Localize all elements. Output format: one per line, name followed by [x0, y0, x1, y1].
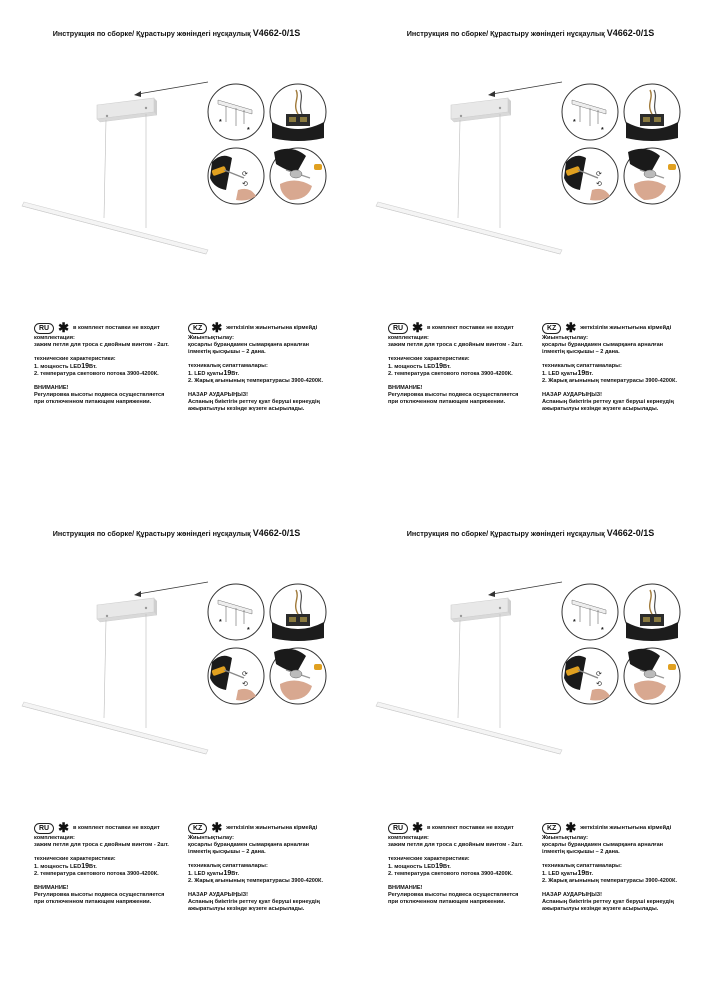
model-number: V4662-0/1S [252, 28, 301, 38]
ceiling-canopy [451, 98, 511, 122]
kz-kit-item-line2: ілмектің қысқышы – 2 дана. [188, 349, 266, 355]
kz-spec-temperature: 2. Жарық ағынының температурасы 3900-4200К. [542, 378, 678, 384]
kz-spec-temperature: 2. Жарық ағынының температурасы 3900-4200К. [188, 878, 324, 884]
ru-warning-line1: Регулировка высоты подвеса осуществляется [34, 892, 165, 898]
asterisk-icon: ✱ [565, 320, 577, 335]
ru-spec-power: 1. мощность LED19Вт. [388, 863, 451, 870]
kz-power-value: 19 [223, 870, 232, 877]
ru-warning-heading: ВНИМАНИЕ! [388, 385, 423, 391]
ru-warning-line2: при отключенном питающем напряжении. [388, 899, 506, 905]
kz-kit-item-line2: ілмектің қысқышы – 2 дана. [542, 349, 620, 355]
kz-kit-heading: Жиынтықтылау: [188, 335, 235, 341]
ru-spec-temperature: 2. температура светового потока 3900-4200К. [34, 371, 159, 377]
kz-warning-line2: ажыратылуы кезінде жүзеге асырылады. [542, 406, 659, 412]
instruction-sheet-3 [0, 500, 353, 1000]
svg-text:⟲: ⟲ [242, 181, 248, 188]
ceiling-canopy [451, 598, 511, 622]
detail-cable-adjust-circle [270, 148, 326, 204]
ru-specs-heading: технические характеристики: [388, 856, 470, 862]
ru-spec-temperature: 2. температура светового потока 3900-4200К. [388, 871, 513, 877]
svg-text:⟳: ⟳ [596, 171, 602, 178]
ru-warning-line2: при отключенном питающем напряжении. [34, 399, 152, 405]
kz-warning-heading: НАЗАР АУДАРЫҢЫЗ! [542, 392, 603, 398]
ru-warning-heading: ВНИМАНИЕ! [388, 885, 423, 891]
kz-section [542, 822, 704, 913]
kz-kit-item-line2: ілмектің қысқышы – 2 дана. [188, 849, 266, 855]
kz-specs-heading: техникалық сипаттамалары: [188, 363, 268, 369]
asterisk-icon: ✱ [211, 820, 223, 835]
led-bar [376, 702, 562, 754]
kz-language-badge: KZ [542, 323, 561, 334]
kz-warning-line1: Аспаның биіктігін реттеу қуат беруші кернеудің [542, 899, 674, 905]
suspension-cables [104, 114, 146, 228]
ceiling-canopy [97, 98, 157, 122]
kz-spec-power: 1. LED қуаты19Вт. [188, 870, 240, 877]
ru-spec-temperature: 2. температура светового потока 3900-4200К. [388, 371, 513, 377]
kz-spec-power: 1. LED қуаты19Вт. [188, 370, 240, 377]
kz-warning-heading: НАЗАР АУДАРЫҢЫЗ! [542, 892, 603, 898]
ru-kit-heading: комплектация: [388, 835, 429, 841]
ru-specs-heading: технические характеристики: [34, 356, 116, 362]
detail-screwdriver-circle [208, 148, 264, 204]
suspension-cables [104, 614, 146, 728]
pointer-arrow [488, 82, 562, 97]
kz-spec-temperature: 2. Жарық ағынының температурасы 3900-4200К. [188, 378, 324, 384]
ru-not-included: в комплект поставки не входит [427, 824, 514, 831]
kz-specs-heading: техникалық сипаттамалары: [542, 863, 622, 869]
detail-screwdriver-circle [562, 148, 618, 204]
kz-section [542, 322, 704, 413]
ru-warning-line2: при отключенном питающем напряжении. [34, 899, 152, 905]
detail-bracket-circle [208, 84, 264, 140]
kz-spec-power: 1. LED қуаты19Вт. [542, 870, 594, 877]
model-number: V4662-0/1S [252, 528, 301, 538]
ru-spec-power: 1. мощность LED19Вт. [388, 363, 451, 370]
ru-kit-item: зажим петля для троса с двойным винтом - 2шт. [34, 342, 169, 348]
ru-warning-heading: ВНИМАНИЕ! [34, 385, 69, 391]
ru-warning-line2: при отключенном питающем напряжении. [388, 399, 506, 405]
ru-section [34, 822, 184, 906]
kz-not-included: жеткізілім жиынтығына кірмейді [580, 324, 672, 331]
svg-text:*: * [219, 619, 222, 626]
led-bar [22, 202, 208, 254]
detail-wiring-circle [624, 584, 680, 641]
ru-specs-heading: технические характеристики: [388, 356, 470, 362]
ru-kit-heading: комплектация: [34, 835, 75, 841]
detail-bracket-circle [208, 584, 264, 640]
kz-not-included: жеткізілім жиынтығына кірмейді [580, 824, 672, 831]
ru-not-included: в комплект поставки не входит [73, 824, 160, 831]
kz-warning-line2: ажыратылуы кезінде жүзеге асырылады. [542, 906, 659, 912]
pointer-arrow [134, 82, 208, 97]
detail-bracket-circle [562, 584, 618, 640]
svg-text:*: * [601, 627, 604, 634]
ru-kit-item: зажим петля для троса с двойным винтом - 2шт. [34, 842, 169, 848]
svg-text:*: * [247, 127, 250, 134]
ru-section [388, 322, 538, 406]
kz-language-badge: KZ [188, 823, 207, 834]
detail-wiring-circle [270, 84, 326, 141]
kz-section [188, 822, 350, 913]
suspension-cables [458, 614, 500, 728]
ru-spec-power: 1. мощность LED19Вт. [34, 863, 97, 870]
kz-kit-item-line2: ілмектің қысқышы – 2 дана. [542, 849, 620, 855]
kz-kit-item-line1: қосарлы бұрандамен сымарқанға арналған [188, 842, 310, 848]
detail-screwdriver-circle [562, 648, 618, 704]
kz-warning-heading: НАЗАР АУДАРЫҢЫЗ! [188, 392, 249, 398]
kz-kit-item-line1: қосарлы бұрандамен сымарқанға арналған [542, 842, 664, 848]
sheet-title [0, 528, 353, 538]
svg-text:⟲: ⟲ [596, 181, 602, 188]
asterisk-icon: ✱ [565, 820, 577, 835]
ru-warning-line1: Регулировка высоты подвеса осуществляется [34, 392, 165, 398]
ceiling-canopy [97, 598, 157, 622]
detail-cable-adjust-circle [624, 648, 680, 704]
ru-kit-heading: комплектация: [34, 335, 75, 341]
detail-wiring-circle [270, 584, 326, 641]
detail-wiring-circle [624, 84, 680, 141]
instruction-sheet-2 [354, 0, 707, 500]
asterisk-icon: ✱ [58, 820, 70, 835]
detail-bracket-circle [562, 84, 618, 140]
kz-specs-heading: техникалық сипаттамалары: [188, 863, 268, 869]
ru-power-value: 19 [81, 363, 89, 370]
detail-screwdriver-circle [208, 648, 264, 704]
ru-warning-line1: Регулировка высоты подвеса осуществляется [388, 892, 519, 898]
kz-section [188, 322, 350, 413]
ru-power-value: 19 [435, 363, 443, 370]
kz-warning-heading: НАЗАР АУДАРЫҢЫЗ! [188, 892, 249, 898]
ru-language-badge: RU [34, 823, 54, 834]
svg-text:⟳: ⟳ [242, 171, 248, 178]
kz-warning-line1: Аспаның биіктігін реттеу қуат беруші кернеудің [188, 399, 320, 405]
instruction-sheet-1 [0, 0, 353, 500]
ru-section [388, 822, 538, 906]
kz-kit-heading: Жиынтықтылау: [188, 835, 235, 841]
kz-kit-item-line1: қосарлы бұрандамен сымарқанға арналған [542, 342, 664, 348]
kz-warning-line2: ажыратылуы кезінде жүзеге асырылады. [188, 406, 305, 412]
ru-kit-item: зажим петля для троса с двойным винтом - 2шт. [388, 842, 523, 848]
asterisk-icon: ✱ [412, 320, 424, 335]
kz-not-included: жеткізілім жиынтығына кірмейді [226, 324, 318, 331]
ru-specs-heading: технические характеристики: [34, 856, 116, 862]
kz-not-included: жеткізілім жиынтығына кірмейді [226, 824, 318, 831]
sheet-title [354, 528, 707, 538]
ru-kit-item: зажим петля для троса с двойным винтом - 2шт. [388, 342, 523, 348]
kz-power-value: 19 [577, 870, 586, 877]
ru-section [34, 322, 184, 406]
kz-specs-heading: техникалық сипаттамалары: [542, 363, 622, 369]
svg-text:⟲: ⟲ [596, 681, 602, 688]
assembly-illustration [354, 540, 707, 780]
kz-warning-line2: ажыратылуы кезінде жүзеге асырылады. [188, 906, 305, 912]
svg-text:⟳: ⟳ [242, 671, 248, 678]
sheet-title [354, 28, 707, 38]
kz-kit-heading: Жиынтықтылау: [542, 335, 589, 341]
svg-text:*: * [573, 119, 576, 126]
ru-spec-power: 1. мощность LED19Вт. [34, 363, 97, 370]
kz-warning-line1: Аспаның биіктігін реттеу қуат беруші кернеудің [542, 399, 674, 405]
ru-power-value: 19 [435, 863, 443, 870]
led-bar [376, 202, 562, 254]
model-number: V4662-0/1S [606, 528, 655, 538]
ru-not-included: в комплект поставки не входит [427, 324, 514, 331]
sheet-title [0, 28, 353, 38]
kz-warning-line1: Аспаның биіктігін реттеу қуат беруші кернеудің [188, 899, 320, 905]
ru-kit-heading: комплектация: [388, 335, 429, 341]
instruction-sheet-4 [354, 500, 707, 1000]
ru-language-badge: RU [388, 823, 408, 834]
title-text: Инструкция по сборке/ Құрастыру жөніндегі нұсқаулық [406, 529, 607, 538]
kz-spec-temperature: 2. Жарық ағынының температурасы 3900-4200К. [542, 878, 678, 884]
ru-language-badge: RU [34, 323, 54, 334]
detail-cable-adjust-circle [624, 148, 680, 204]
svg-text:⟳: ⟳ [596, 671, 602, 678]
kz-power-value: 19 [577, 370, 586, 377]
assembly-illustration [354, 40, 707, 280]
title-text: Инструкция по сборке/ Құрастыру жөніндегі нұсқаулық [406, 29, 607, 38]
assembly-illustration [0, 540, 353, 780]
asterisk-icon: ✱ [58, 320, 70, 335]
ru-warning-line1: Регулировка высоты подвеса осуществляется [388, 392, 519, 398]
title-text: Инструкция по сборке/ Құрастыру жөніндегі нұсқаулық [52, 29, 253, 38]
ru-warning-heading: ВНИМАНИЕ! [34, 885, 69, 891]
svg-text:⟲: ⟲ [242, 681, 248, 688]
ru-not-included: в комплект поставки не входит [73, 324, 160, 331]
ru-power-value: 19 [81, 863, 89, 870]
svg-text:*: * [601, 127, 604, 134]
assembly-illustration [0, 40, 353, 280]
kz-kit-item-line1: қосарлы бұрандамен сымарқанға арналған [188, 342, 310, 348]
detail-cable-adjust-circle [270, 648, 326, 704]
asterisk-icon: ✱ [412, 820, 424, 835]
kz-spec-power: 1. LED қуаты19Вт. [542, 370, 594, 377]
svg-text:*: * [219, 119, 222, 126]
asterisk-icon: ✱ [211, 320, 223, 335]
pointer-arrow [488, 582, 562, 597]
kz-kit-heading: Жиынтықтылау: [542, 835, 589, 841]
ru-spec-temperature: 2. температура светового потока 3900-4200К. [34, 871, 159, 877]
led-bar [22, 702, 208, 754]
kz-power-value: 19 [223, 370, 232, 377]
model-number: V4662-0/1S [606, 28, 655, 38]
svg-text:*: * [573, 619, 576, 626]
suspension-cables [458, 114, 500, 228]
svg-text:*: * [247, 627, 250, 634]
pointer-arrow [134, 582, 208, 597]
kz-language-badge: KZ [542, 823, 561, 834]
ru-language-badge: RU [388, 323, 408, 334]
title-text: Инструкция по сборке/ Құрастыру жөніндегі нұсқаулық [52, 529, 253, 538]
kz-language-badge: KZ [188, 323, 207, 334]
